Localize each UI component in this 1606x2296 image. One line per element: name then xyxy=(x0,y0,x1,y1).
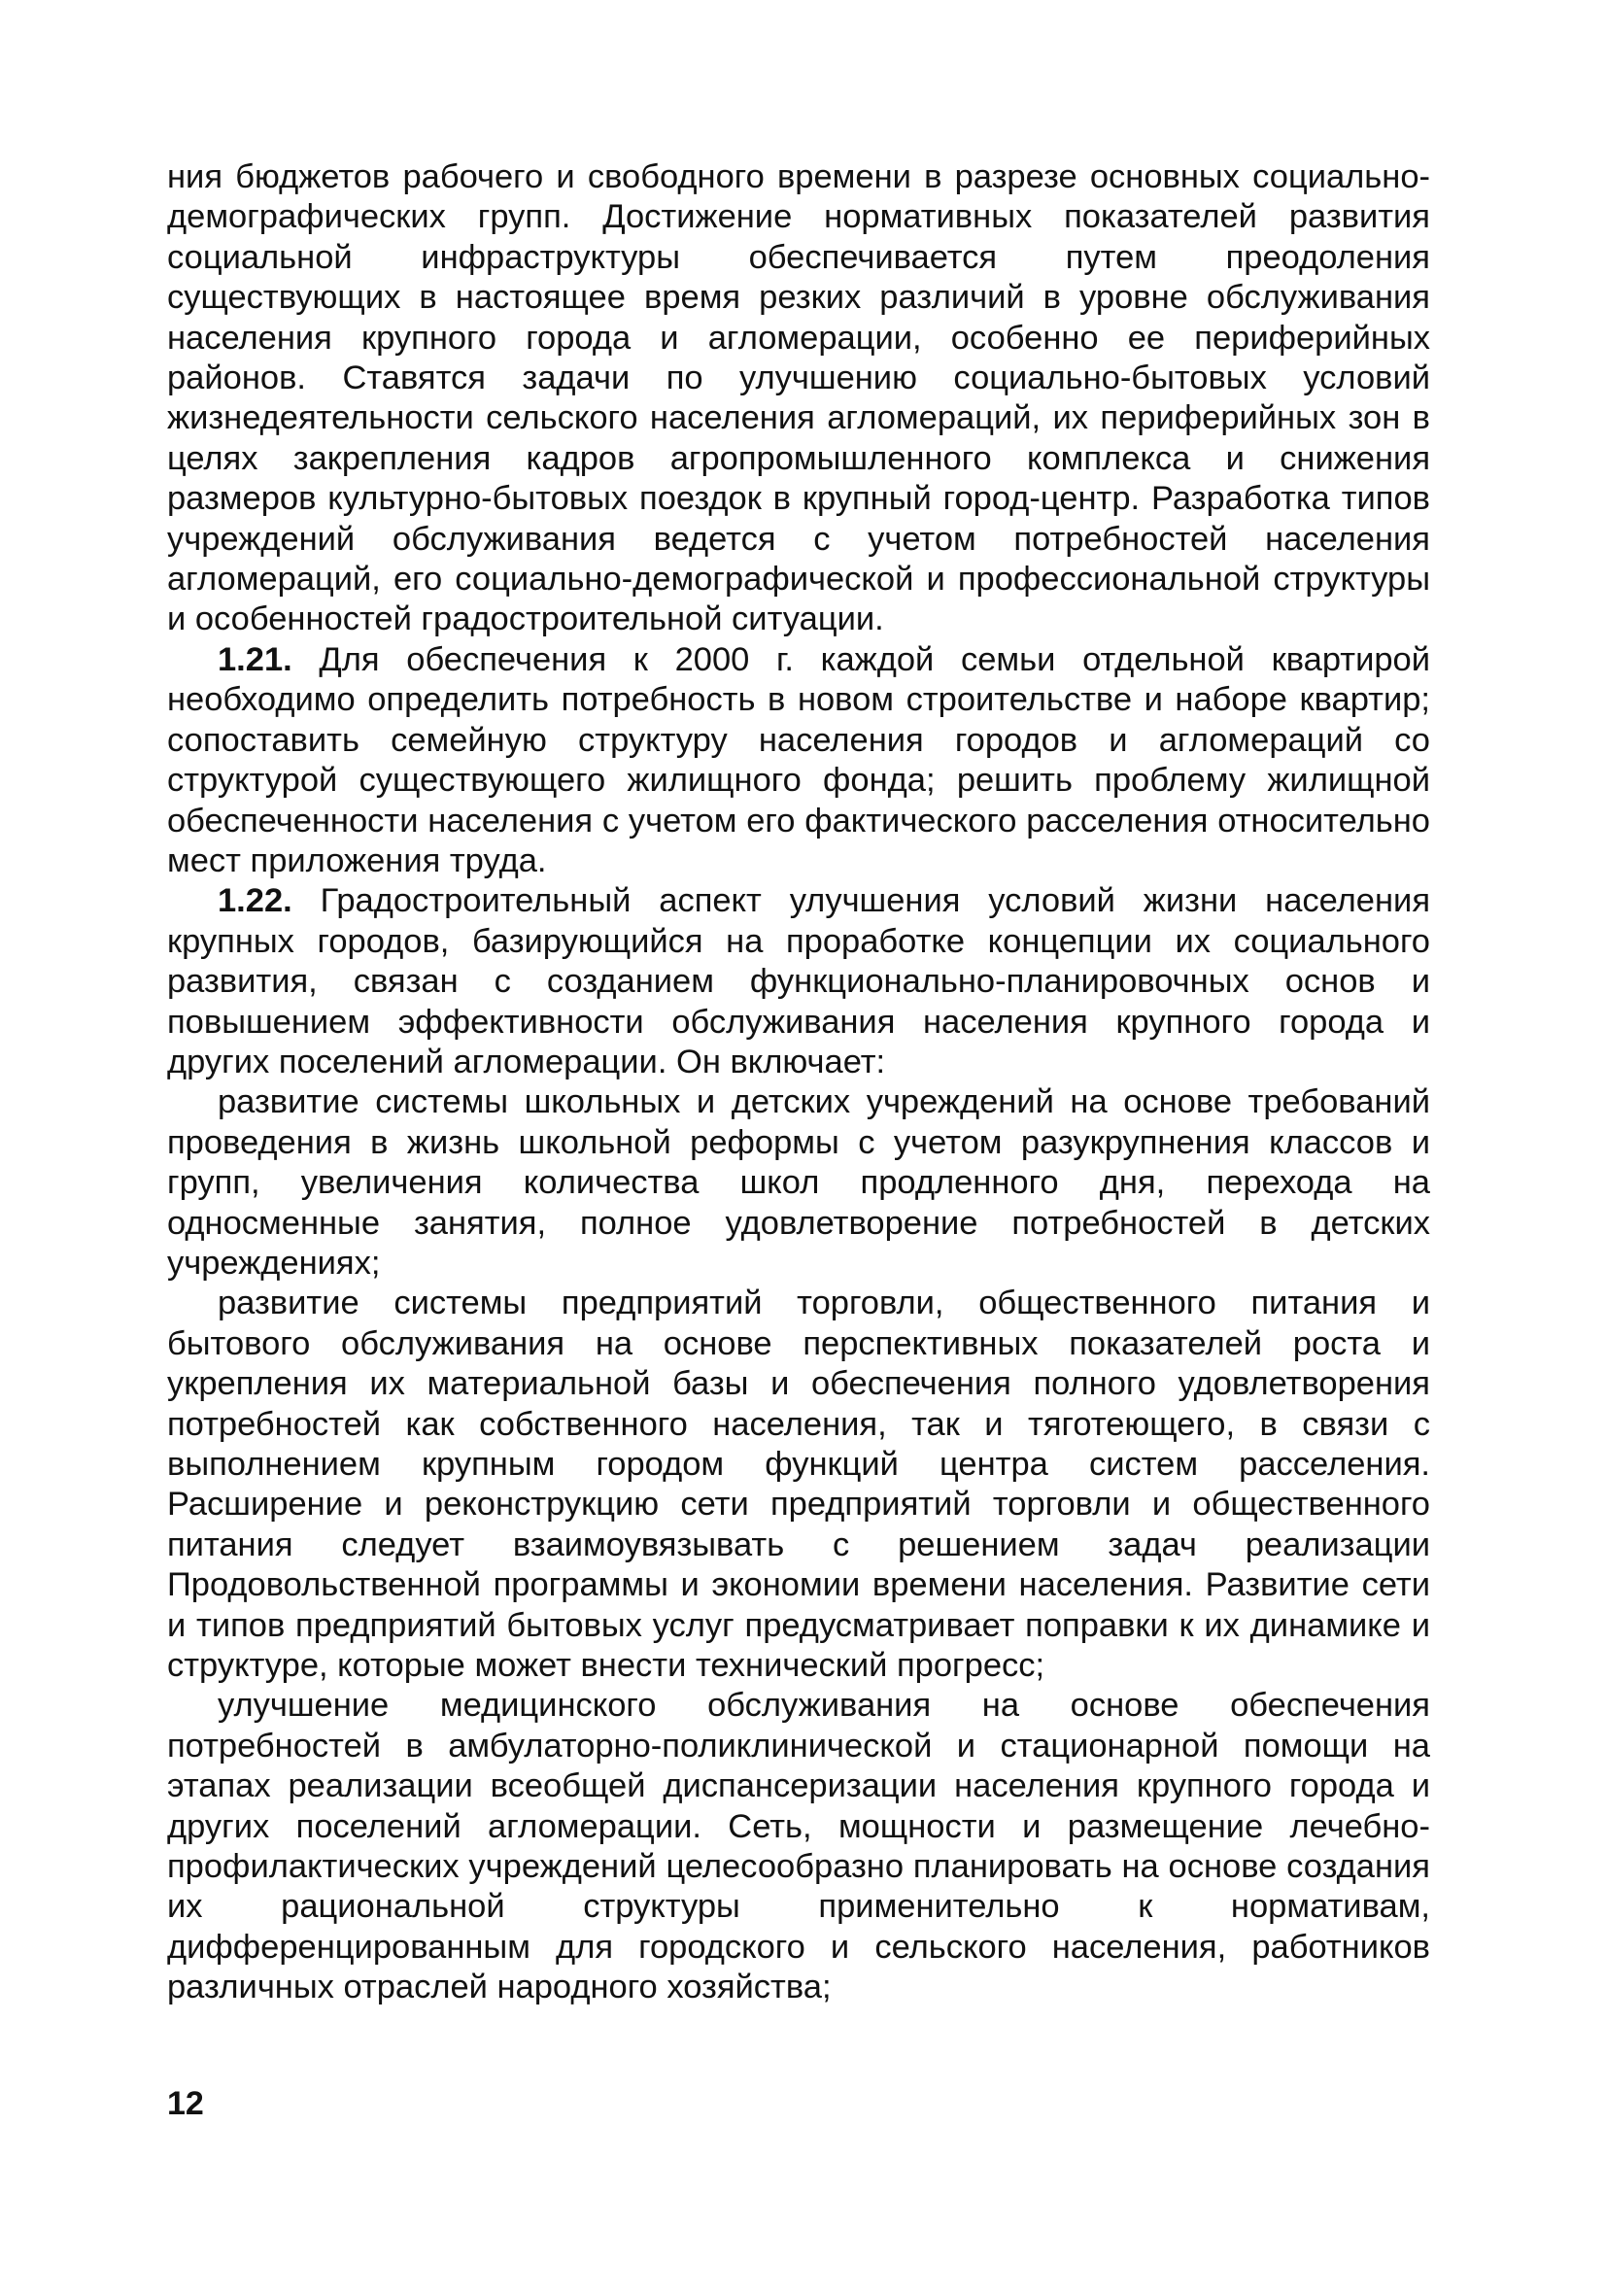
section-number: 1.22. xyxy=(218,882,292,920)
list-item-schools: развитие системы школьных и детских учреждений на основе требований проведения в жизнь школьной реформы с учетом разукрупнения классов и групп, увеличения количества школ продленного дня, перехода на односменные занятия, полное удовлетворение потребностей в детских учреждениях; xyxy=(167,1083,1430,1282)
section-number: 1.21. xyxy=(218,640,292,678)
list-item-trade: развитие системы предприятий торговли, общественного питания и бытового обслуживания на основе перспективных показателей роста и укрепления их материальной базы и обеспечения полного удовлетворения потребностей как собственного населения, так и тяготеющего, в связи с выполнением крупным городом функций центра систем расселения. Расширение и реконструкцию сети предприятий торговли и общественного питания следует взаимоувязывать с решением задач реализации Продовольственной программы и экономии времени населения. Развитие сети и типов предприятий бытовых услуг предусматривает поправки к их динамике и структуре, которые может внести технический прогресс; xyxy=(167,1285,1430,1685)
paragraph-continuation: ния бюджетов рабочего и свободного времени в разрезе основных социально-демографических групп. Достижение нормативных показателей развития социальной инфраструктуры обеспечивается путем преодоления существующих в настоящее время резких различий в уровне обслуживания населения крупного города и агломерации, особенно ее периферийных районов. Ставятся задачи по улучшению социально-бытовых условий жизнедеятельности сельского населения агломераций, их периферийных зон в целях закрепления кадров агропромышленного комплекса и снижения размеров культурно-бытовых поездок в крупный город-центр. Разработка типов учреждений обслуживания ведется с учетом потребностей населения агломераций, его социально-демографической и профессиональной структуры и особенностей градостроительной ситуации. xyxy=(167,158,1430,638)
section-1-22 xyxy=(167,881,1430,1082)
list-item-medical: улучшение медицинского обслуживания на основе обеспечения потребностей в амбулаторно-поликлинической и стационарной помощи на этапах реализации всеобщей диспансеризации населения крупного города и других поселений агломерации. Сеть, мощности и размещение лечебно-профилактических учреждений целесообразно планировать на основе создания их рациональной структуры применительно к нормативам, дифференцированным для городского и сельского населения, работников различных отраслей народного хозяйства; xyxy=(167,1687,1430,2006)
page-number: 12 xyxy=(167,2085,204,2122)
section-text: Для обеспечения к 2000 г. каждой семьи отдельной квартирой необходимо определить потребность в новом строительстве и наборе квартир; сопоставить семейную структуру населения городов и агломераций со структурой существующего жилищного фонда; решить проблему жилищной обеспеченности населения с учетом его фактического расселения относительно мест приложения труда. xyxy=(167,640,1430,879)
page-body xyxy=(167,157,1430,2008)
section-text: Градостроительный аспект улучшения условий жизни населения крупных городов, базирующийся на проработке концепции их социального развития, связан с созданием функционально-планировочных основ и повышением эффективности обслуживания населения крупного города и других поселений агломерации. Он включает: xyxy=(167,882,1430,1080)
section-1-21 xyxy=(167,640,1430,881)
